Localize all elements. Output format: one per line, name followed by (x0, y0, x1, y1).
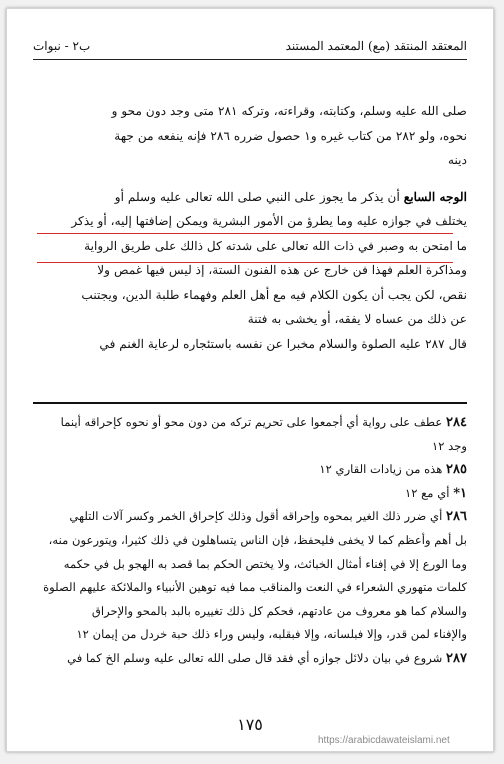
footnote-line: والسلام كما هو معروف من عادتهم، فحكم كل ذلك تغييره بالبد بالمحو والإحراق (91, 603, 467, 618)
footnote-number: ٢٨٤ (446, 415, 467, 430)
footnote-number: ٢٨٦ (446, 509, 467, 525)
header-section-title: ب٢ - نبوات (33, 39, 91, 53)
footnote-line (33, 505, 467, 529)
text-line: نحوه، ولو ٢٨٢ من كتاب غيره و١ حصول ضرره ٢٨٦ فإنه ينفعه من جهة (114, 128, 467, 143)
header-rule (33, 59, 467, 60)
text-line: ومذاكرة العلم فهذا فن خارج عن هذه الفنون الستة، إذ ليس فيها غمص ولا (97, 263, 467, 277)
footnote-text: أي ضرر ذلك الغير بمحوه وإحراقه أقول وذلك كإحراق الخمر وكسر آلات التلهي (69, 509, 443, 524)
footnote-line (33, 482, 467, 506)
footnote-line: بل أهم وأعظم كما لا يخفى فليحفظ، فإن الناس يتساهلون في ذلك كثيرا، ويتورعون منه، (48, 532, 467, 547)
red-underline (37, 233, 453, 234)
text-line-content: أن يذكر ما يجوز على النبي صلى الله تعالى عليه وسلم أو (114, 189, 400, 204)
page-header (33, 39, 467, 59)
text-line: صلى الله عليه وسلم، وكتابته، وقراءته، وتركه ٢٨١ متى وجد دون محو و (111, 104, 467, 118)
main-text (33, 99, 467, 356)
footnote-text: شروع في بيان دلائل جوازه أي فقد قال صلى الله تعالى عليه وسلم الخ كما في (67, 650, 443, 665)
footnote-line (33, 647, 467, 671)
footnote-line (33, 411, 467, 435)
section-heading: الوجه السابع (403, 189, 467, 204)
footnote-line: والإفناء لمن قدر، وإلا فبلسانه، وإلا فبقلبه، وليس وراء ذلك حبة خردل من إيمان ١٢ (76, 627, 467, 642)
footnote-number: ١* (453, 485, 467, 501)
footnote-text: أي مع ١٢ (404, 485, 450, 500)
footnote-separator (33, 402, 467, 404)
text-line: دينه (447, 153, 467, 167)
footnotes (33, 411, 467, 671)
footnote-number: ٢٨٥ (446, 462, 467, 478)
text-line: نقص، لكن يجب أن يكون الكلام فيه مع أهل العلم وفهماء طلبة الدين، ويجتنب (81, 287, 467, 302)
page-number: ١٧٥ (237, 715, 263, 734)
text-line: عن ذلك من عساه لا يفقه، أو يخشى به فتنة (247, 312, 467, 326)
red-underline (37, 262, 453, 263)
footnote-text: عطف على رواية أي أجمعوا على تحريم تركه من دون محو أو نحوه كإحراقه أينما (60, 415, 443, 429)
footnote-number: ٢٨٧ (446, 650, 467, 666)
text-line-highlighted: ما امتحن به وصبر في ذات الله تعالى على شدته كل ذالك على طريق الرواية (84, 238, 467, 253)
text-line (33, 185, 467, 210)
text-line: قال ٢٨٧ عليه الصلوة والسلام مخبرا عن نفسه باستئجاره لرعاية الغنم في (99, 336, 467, 351)
footnote-text: هذه من زيادات القاري ١٢ (319, 462, 443, 477)
text-line-highlighted: يختلف في جوازه عليه وما يطرؤ من الأمور البشرية ويمكن إضافتها إليه، أو يذكر (71, 214, 467, 228)
footnote-line (33, 458, 467, 482)
watermark-url: https://arabicdawateislami.net (318, 735, 450, 746)
document-page (6, 8, 494, 752)
footnote-line: وجد ١٢ (431, 438, 467, 453)
footnote-line: كلمات متهوري الشعراء في النعت والمناقب مما فيه توهين الأنبياء والملائكة عليهم الصلوة (43, 580, 467, 595)
footnote-line: وما الورع إلا في إفناء أمثال الخبائث، ولا يختص الحكم بما قصد به الهجو بل في حكمه (63, 556, 467, 571)
header-book-title: المعتقد المنتقد (مع) المعتمد المستند (285, 39, 467, 53)
